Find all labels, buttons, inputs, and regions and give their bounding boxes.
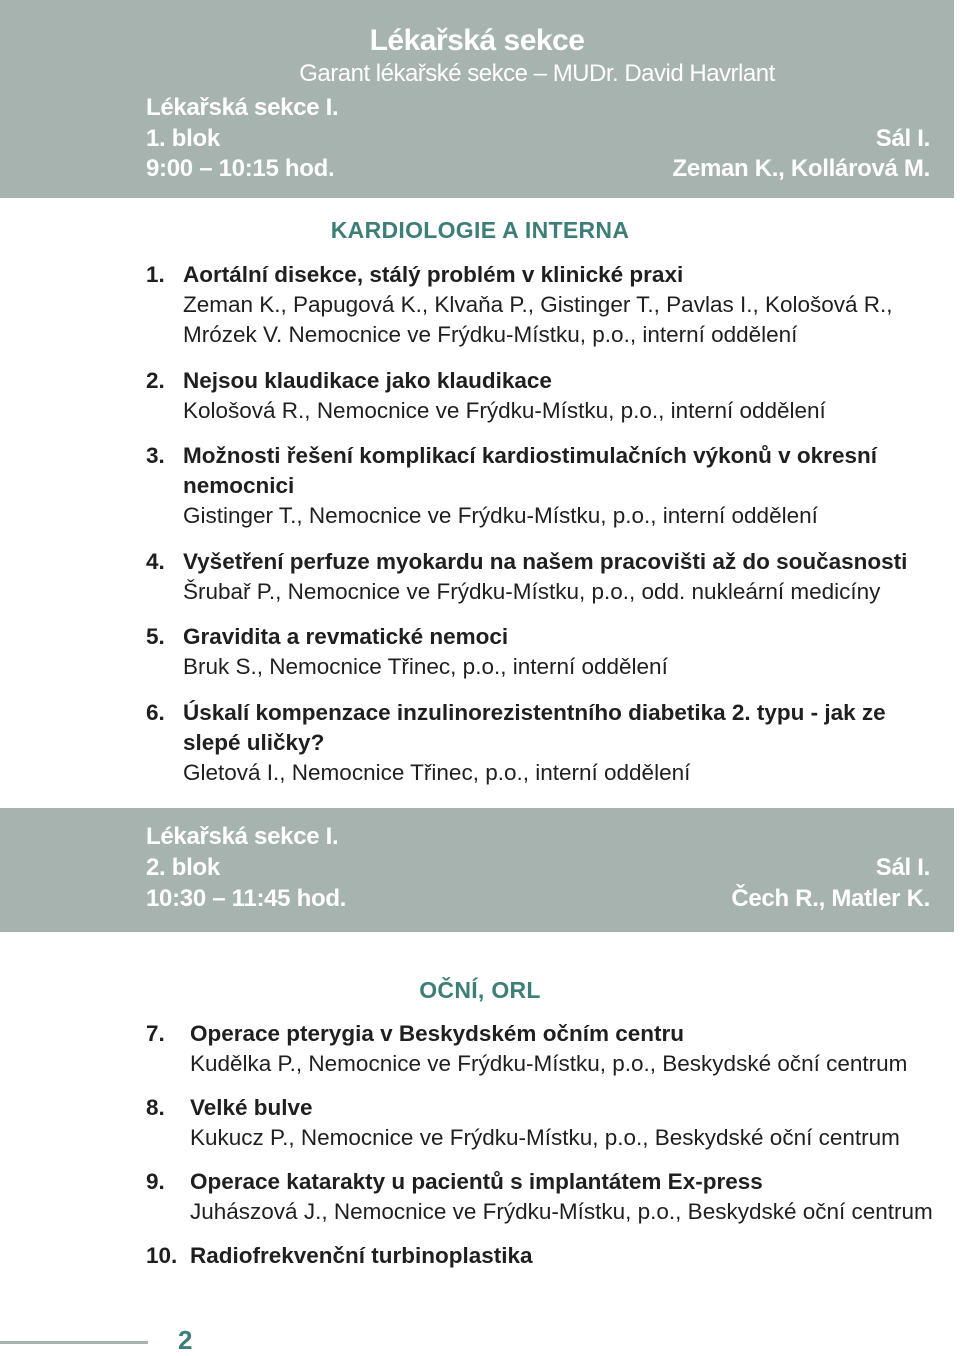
block2-section-line — [146, 823, 930, 851]
item-number: 8. — [146, 1095, 165, 1120]
item-number: 7. — [146, 1021, 165, 1046]
item-authors: Juhászová J., Nemocnice ve Frýdku-Místku, p.o., Beskydské oční centrum — [190, 1199, 933, 1224]
block2-topic-heading: OČNÍ, ORL — [419, 977, 541, 1003]
item-authors: Zeman K., Papugová K., Klvaňa P., Gistinger T., Pavlas I., Kološová R., Mrózek V. Nemocnice ve Frýdku-Místku, p.o., interní oddělení — [183, 292, 893, 347]
block1-time: 9:00 – 10:15 hod. — [146, 155, 335, 182]
item-title: Nejsou klaudikace jako klaudikace — [183, 368, 552, 393]
item-title: Operace pterygia v Beskydském očním centru — [190, 1021, 684, 1046]
program-item — [146, 366, 940, 426]
block1-room: Sál I. — [875, 125, 930, 152]
block1-chairs: Zeman K., Kollárová M. — [672, 155, 930, 182]
item-title: Operace katarakty u pacientů s implantátem Ex-press — [190, 1169, 763, 1194]
item-title: Úskalí kompenzace inzulinorezistentního diabetika 2. typu - jak ze slepé uličky? — [183, 700, 886, 755]
item-title: Velké bulve — [190, 1095, 313, 1120]
item-title: Radiofrekvenční turbinoplastika — [190, 1243, 533, 1268]
block1-section: Lékařská sekce I. — [146, 94, 339, 121]
program-item — [146, 1167, 940, 1227]
block2-block: 2. blok — [146, 854, 220, 881]
program-item — [146, 622, 940, 682]
program-item — [146, 1019, 940, 1079]
program-item — [146, 698, 940, 788]
block1-topic-heading: KARDIOLOGIE A INTERNA — [330, 217, 630, 243]
item-number: 2. — [146, 368, 165, 393]
block1-time-line — [146, 155, 930, 183]
program-item — [146, 547, 940, 607]
program-item — [146, 260, 940, 350]
item-number: 5. — [146, 624, 165, 649]
item-number: 6. — [146, 700, 165, 725]
item-title: Gravidita a revmatické nemoci — [183, 624, 509, 649]
block1-block: 1. blok — [146, 125, 220, 152]
program-item — [146, 1241, 940, 1271]
item-title: Možnosti řešení komplikací kardiostimulačních výkonů v okresní nemocnici — [183, 443, 877, 498]
page-number: 2 — [178, 1325, 193, 1355]
item-number: 4. — [146, 549, 165, 574]
footer-rule — [0, 1341, 148, 1344]
item-authors: Kukucz P., Nemocnice ve Frýdku-Místku, p.o., Beskydské oční centrum — [190, 1125, 900, 1150]
item-number: 1. — [146, 262, 165, 287]
item-authors: Šrubař P., Nemocnice ve Frýdku-Místku, p.o., odd. nukleární medicíny — [183, 579, 881, 604]
item-authors: Kološová R., Nemocnice ve Frýdku-Místku, p.o., interní oddělení — [183, 398, 826, 423]
item-number: 10. — [146, 1243, 178, 1268]
block1-section-line — [146, 94, 930, 122]
item-number: 9. — [146, 1169, 165, 1194]
block2-room: Sál I. — [875, 854, 930, 881]
block2-time: 10:30 – 11:45 hod. — [146, 885, 347, 912]
section-guarantor: Garant lékařské sekce – MUDr. David Havrlant — [299, 60, 775, 87]
program-item — [146, 441, 940, 531]
block1-block-line — [146, 125, 930, 153]
block2-time-line — [146, 885, 930, 913]
item-number: 3. — [146, 443, 165, 468]
block2-chairs: Čech R., Matler K. — [731, 885, 930, 912]
page-title: Lékařská sekce — [369, 24, 585, 57]
item-authors: Gistinger T., Nemocnice ve Frýdku-Místku, p.o., interní oddělení — [183, 503, 818, 528]
item-authors: Gletová I., Nemocnice Třinec, p.o., interní oddělení — [183, 760, 691, 785]
item-authors: Kudělka P., Nemocnice ve Frýdku-Místku, p.o., Beskydské oční centrum — [190, 1051, 908, 1076]
item-title: Vyšetření perfuze myokardu na našem pracovišti až do současnosti — [183, 549, 908, 574]
block2-header-band — [0, 808, 954, 932]
block2-block-line — [146, 854, 930, 882]
item-authors: Bruk S., Nemocnice Třinec, p.o., interní oddělení — [183, 654, 668, 679]
program-item — [146, 1093, 940, 1153]
block1-header-band — [0, 0, 954, 198]
block2-section: Lékařská sekce I. — [146, 823, 339, 850]
item-title: Aortální disekce, stálý problém v klinické praxi — [183, 262, 684, 287]
